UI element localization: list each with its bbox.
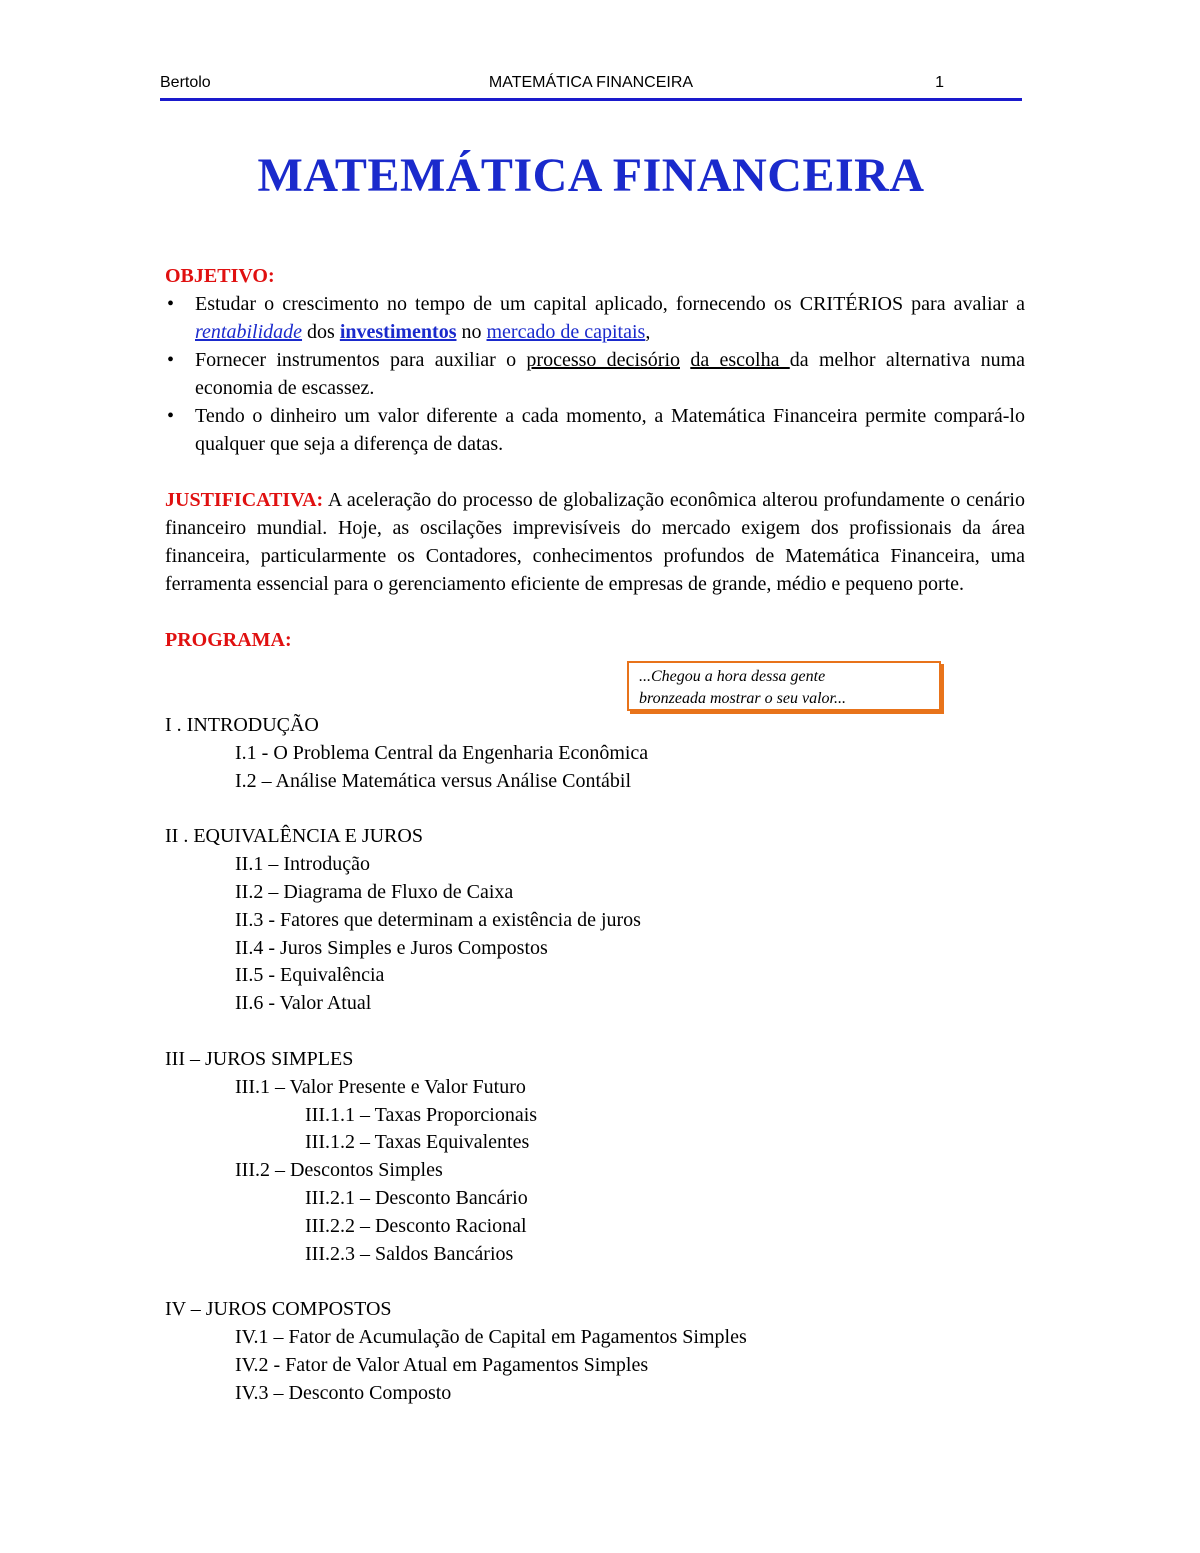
link-mercado-de-capitais[interactable]: mercado de capitais [486,321,646,343]
outline-item: II.2 – Diagrama de Fluxo de Caixa [235,880,514,903]
bullet-icon: • [167,349,175,371]
outline-item: II.4 - Juros Simples e Juros Compostos [235,936,548,959]
outline-spacer [165,1268,1025,1296]
outline-item: IV.1 – Fator de Acumulação de Capital em Pagamentos Simples [235,1326,747,1349]
objetivo-item-text: no [456,321,487,343]
objetivo-item-text [680,349,690,371]
outline-section: IV – JUROS COMPOSTOS [165,1298,392,1321]
link-rentabilidade[interactable]: rentabilidade [195,321,303,343]
objetivo-item-text: Tendo o dinheiro um valor diferente a cada momento, a Matemática Financeira permite compará-lo qualquer que seja a diferença de datas. [195,405,1025,455]
objetivo-item-text: da melhor alternativa numa economia de escassez. [195,349,1026,399]
outline-item: III.2 – Descontos Simples [235,1159,443,1182]
header-title: MATEMÁTICA FINANCEIRA [488,74,694,91]
callout-line: bronzeada mostrar o seu valor... [639,690,846,707]
objetivo-list [165,290,1025,458]
objetivo-item [165,290,1025,346]
objetivo-item [165,346,1025,402]
outline-item: I.2 – Análise Matemática versus Análise Contábil [235,769,632,792]
outline-spacer [165,795,1025,823]
page-header [160,72,1022,98]
document-body [165,262,1025,654]
outline-spacer [165,1018,1025,1046]
callout-box [627,661,941,711]
objetivo-item-text: Fornecer instrumentos para auxiliar o [195,349,527,371]
header-author: Bertolo [160,74,211,91]
callout-line: ...Chegou a hora dessa gente [639,668,826,685]
outline-subitem: III.1.1 – Taxas Proporcionais [305,1103,538,1126]
outline-item: IV.2 - Fator de Valor Atual em Pagamentos Simples [235,1353,649,1376]
objetivo-item-text: dos [302,321,340,343]
underlined-text: da escolha [690,349,790,371]
bullet-icon: • [167,293,175,315]
outline-item: III.1 – Valor Presente e Valor Futuro [235,1075,526,1098]
outline-section: III – JUROS SIMPLES [165,1047,354,1070]
outline-subitem: III.2.3 – Saldos Bancários [305,1242,514,1265]
program-outline [165,712,1025,1408]
justificativa-text: A aceleração do processo de globalização econômica alterou profundamente o cenário financeiro mundial. Hoje, as oscilações imprevisíveis do mercado exigem dos profissionais da área financeira, particularmente os Contadores, conhecimentos profundos de Matemática Financeira, uma ferramenta essencial para o gerenciamento eficiente de empresas de grande, médio e pequeno porte. [165,489,1025,595]
outline-section: I . INTRODUÇÃO [165,714,319,736]
outline-section: II . EQUIVALÊNCIA E JUROS [165,825,423,848]
objetivo-item-text: Estudar o crescimento no tempo de um capital aplicado, fornecendo os CRITÉRIOS para avaliar a [195,293,1025,315]
document-title: MATEMÁTICA FINANCEIRA [257,149,925,202]
header-divider [160,98,1022,101]
programa-label: PROGRAMA: [165,629,292,651]
justificativa-label: JUSTIFICATIVA: [165,489,324,511]
outline-item: II.3 - Fatores que determinam a existência de juros [235,908,641,931]
outline-item: IV.3 – Desconto Composto [235,1381,452,1404]
justificativa-paragraph [165,486,1025,598]
header-page-number: 1 [935,74,944,91]
link-investimentos[interactable]: investimentos [339,321,457,343]
objetivo-label: OBJETIVO: [165,265,275,287]
outline-item: II.5 - Equivalência [235,964,385,987]
outline-item: I.1 - O Problema Central da Engenharia Econômica [235,741,649,764]
outline-subitem: III.1.2 – Taxas Equivalentes [305,1131,530,1154]
underlined-text: processo decisório [526,349,680,371]
outline-subitem: III.2.2 – Desconto Racional [305,1214,527,1237]
outline-item: II.6 - Valor Atual [235,992,372,1015]
objetivo-item-text: , [645,321,651,343]
objetivo-item [165,402,1025,458]
outline-subitem: III.2.1 – Desconto Bancário [305,1186,528,1209]
bullet-icon: • [167,405,175,427]
outline-item: II.1 – Introdução [235,853,370,876]
